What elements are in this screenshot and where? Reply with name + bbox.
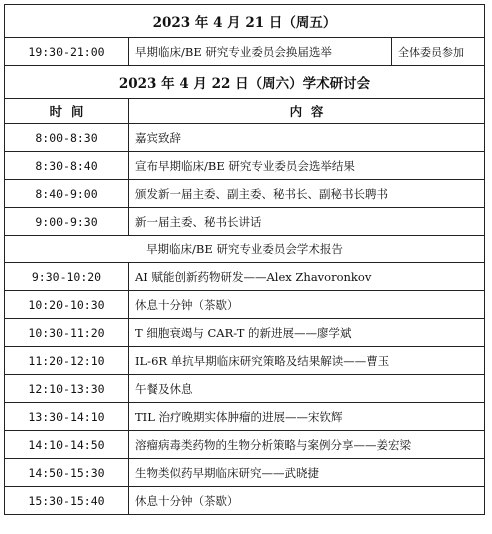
schedule-row (5, 431, 485, 459)
schedule-row (5, 347, 485, 375)
content-cell: TIL 治疗晚期实体肿瘤的进展——宋钦辉 (129, 403, 485, 431)
content-cell: 休息十分钟（茶歇） (129, 291, 485, 319)
time-cell: 12:10-13:30 (5, 375, 129, 403)
schedule-row (5, 291, 485, 319)
schedule-row (5, 263, 485, 291)
day1-title: 2023 年 4 月 21 日（周五） (5, 5, 485, 38)
schedule-body (5, 5, 485, 515)
schedule-row (5, 124, 485, 152)
schedule-row (5, 152, 485, 180)
schedule-row (5, 180, 485, 208)
time-cell: 10:30-11:20 (5, 319, 129, 347)
schedule-row (5, 487, 485, 515)
day1-row (5, 38, 485, 66)
section-title-row (5, 236, 485, 263)
schedule-row (5, 459, 485, 487)
schedule-row (5, 319, 485, 347)
schedule-row (5, 208, 485, 236)
time-cell: 14:10-14:50 (5, 431, 129, 459)
content-cell: 宣布早期临床/BE 研究专业委员会选举结果 (129, 152, 485, 180)
column-header-time: 时 间 (5, 99, 129, 124)
time-cell: 9:30-10:20 (5, 263, 129, 291)
schedule-table (4, 4, 485, 515)
day1-note: 全体委员参加 (391, 38, 484, 66)
time-cell: 10:20-10:30 (5, 291, 129, 319)
content-cell: 休息十分钟（茶歇） (129, 487, 485, 515)
column-header-content: 内 容 (129, 99, 485, 124)
day1-time: 19:30-21:00 (5, 38, 129, 66)
day2-title-row (5, 66, 485, 99)
content-cell: 生物类似药早期临床研究——武晓捷 (129, 459, 485, 487)
content-cell: IL-6R 单抗早期临床研究策略及结果解读——曹玉 (129, 347, 485, 375)
content-cell: 溶瘤病毒类药物的生物分析策略与案例分享——姜宏梁 (129, 431, 485, 459)
time-cell: 8:40-9:00 (5, 180, 129, 208)
content-cell: 嘉宾致辞 (129, 124, 485, 152)
time-cell: 15:30-15:40 (5, 487, 129, 515)
content-cell: T 细胞衰竭与 CAR-T 的新进展——廖学斌 (129, 319, 485, 347)
time-cell: 13:30-14:10 (5, 403, 129, 431)
time-cell: 14:50-15:30 (5, 459, 129, 487)
time-cell: 9:00-9:30 (5, 208, 129, 236)
content-cell: 颁发新一届主委、副主委、秘书长、副秘书长聘书 (129, 180, 485, 208)
schedule-row (5, 375, 485, 403)
content-cell: 新一届主委、秘书长讲话 (129, 208, 485, 236)
time-cell: 8:30-8:40 (5, 152, 129, 180)
content-cell: AI 赋能创新药物研发——Alex Zhavoronkov (129, 263, 485, 291)
day1-title-row (5, 5, 485, 38)
day1-content: 早期临床/BE 研究专业委员会换届选举 (129, 38, 392, 66)
schedule-row (5, 403, 485, 431)
column-header-row (5, 99, 485, 124)
time-cell: 11:20-12:10 (5, 347, 129, 375)
time-cell: 8:00-8:30 (5, 124, 129, 152)
day2-title: 2023 年 4 月 22 日（周六）学术研讨会 (5, 66, 485, 99)
section-title: 早期临床/BE 研究专业委员会学术报告 (5, 236, 485, 263)
content-cell: 午餐及休息 (129, 375, 485, 403)
